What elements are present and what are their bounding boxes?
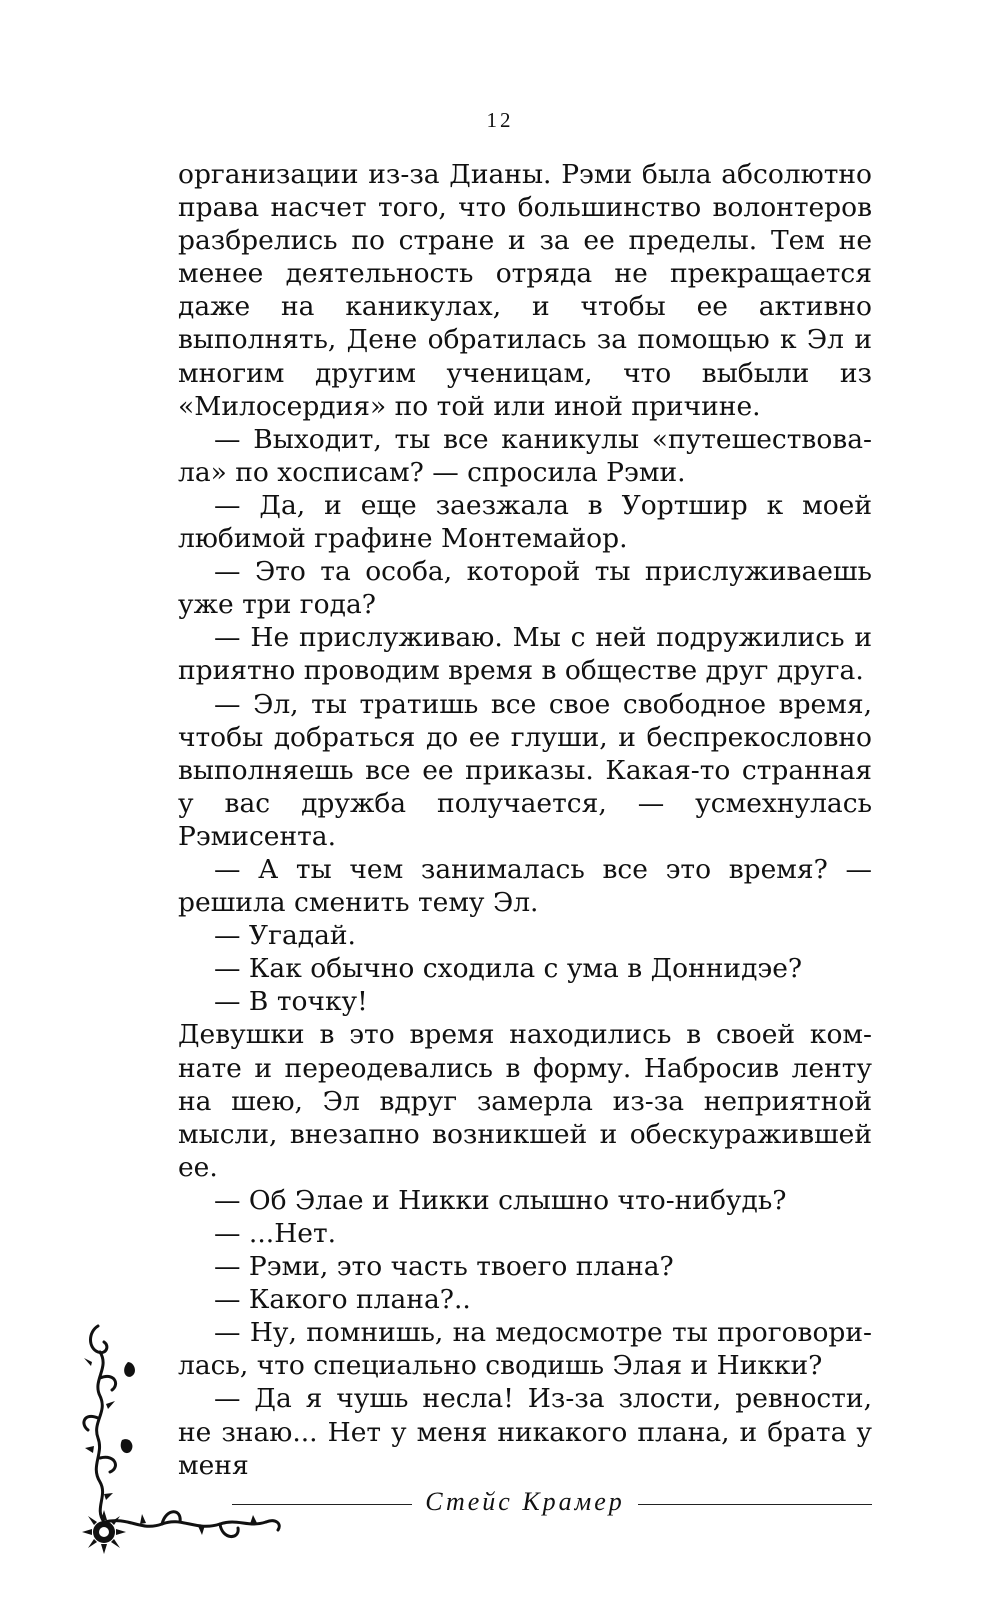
paragraph: — Об Элае и Никки слышно что-нибудь? <box>214 1184 787 1216</box>
page-number: 12 <box>486 108 514 132</box>
footer-rule-right <box>638 1504 872 1505</box>
paragraph: — А ты чем занималась все это время? — решила сменить тему Эл. <box>178 853 872 919</box>
footer <box>0 1485 1000 1525</box>
paragraph: — Выходит, ты все каникулы «путешествовала» по хосписам? — спросила Рэми. <box>178 423 872 488</box>
paragraph: — Да я чушь несла! Из-за злости, ревности, не знаю... Нет у меня никакого плана, и брата у меня <box>178 1383 872 1481</box>
paragraph: — Угадай. <box>214 920 356 952</box>
paragraph: — В точку! <box>214 986 368 1018</box>
paragraph: — ...Нет. <box>214 1218 337 1249</box>
body-text <box>178 158 872 1482</box>
footer-author: Стейс Крамер <box>425 1487 625 1516</box>
paragraph: Девушки в это время находились в своей комнате и переодевались в форму. Набросив ленту на шею, Эл вдруг замерла из-за неприятной мысли, внезапно возникшей и обескуражившей ее. <box>178 1019 872 1183</box>
paragraph: организации из-за Дианы. Рэми была абсолютно права насчет того, что большинство волонтеров разбрелись по стране и за ее пределы. Тем не менее деятельность отряда не прекращается даже на каникулах, и чтобы ее активно выполнять, Дене обратилась за помощью к Эл и многим другим ученицам, что выбыли из «Милосердия» по той или иной причине. <box>178 159 872 422</box>
paragraph: — Ну, помнишь, на медосмотре ты проговорилась, что специально сводишь Элая и Никки? <box>178 1317 872 1382</box>
paragraph: — Какого плана?.. <box>214 1284 471 1316</box>
paragraph: — Как обычно сходила с ума в Доннидэе? <box>214 953 803 985</box>
paragraph: — Не прислуживаю. Мы с ней подружились и приятно проводим время в обществе друг друга. <box>178 622 872 687</box>
paragraph: — Рэми, это часть твоего плана? <box>214 1251 674 1283</box>
footer-rule-left <box>232 1504 412 1505</box>
paragraph: — Это та особа, которой ты прислуживаешь уже три года? <box>178 556 872 621</box>
paragraph: — Эл, ты тратишь все свое свободное время, чтобы добраться до ее глуши, и беспрекословно выполняешь все ее приказы. Какая-то странная у вас дружба получается, — усмехнулась Рэмисента. <box>178 688 872 852</box>
paragraph: — Да, и еще заезжала в Уортшир к моей любимой графине Монтемайор. <box>178 489 872 555</box>
